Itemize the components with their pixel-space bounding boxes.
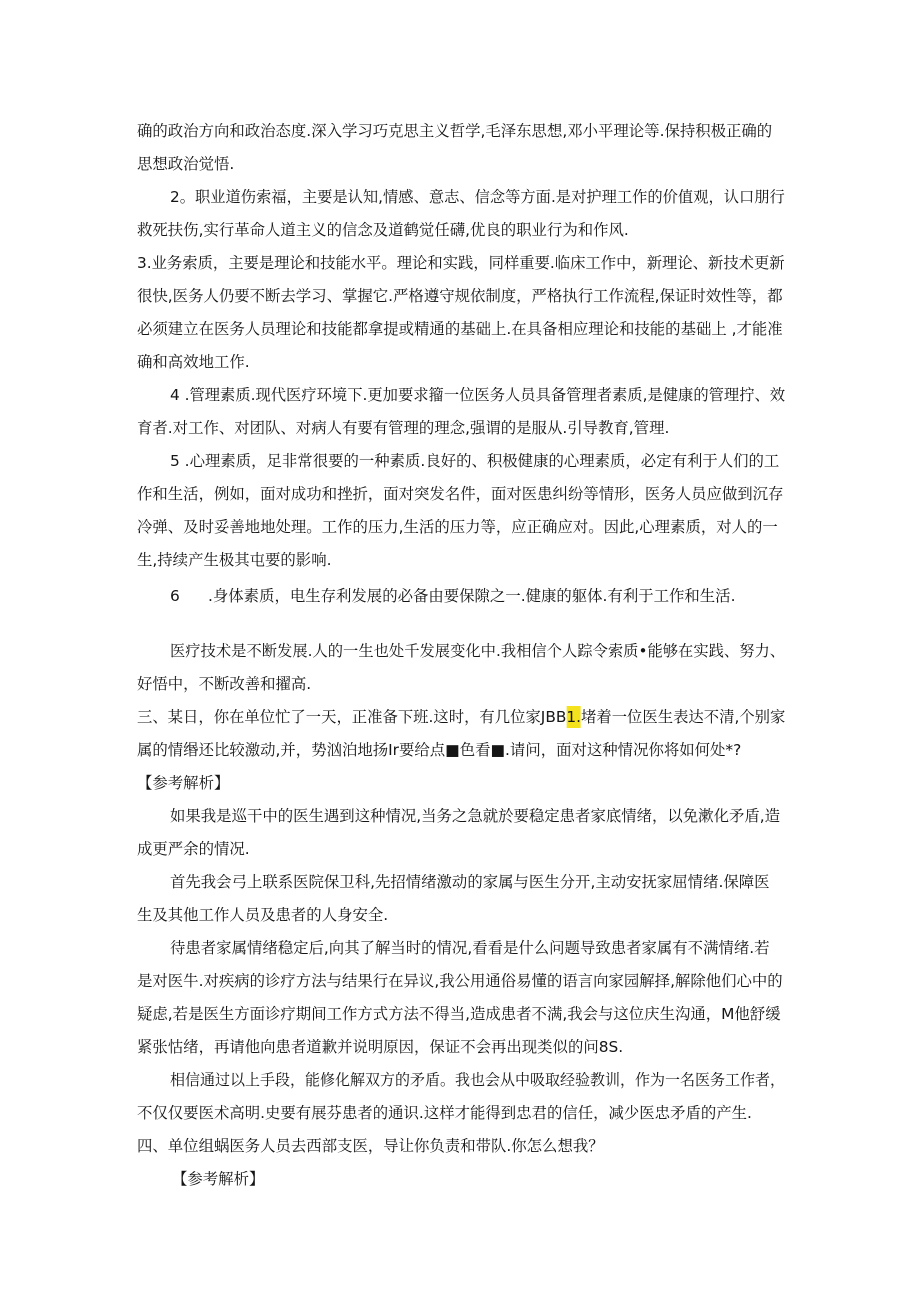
body-line: 很快,医务人仍要不断去学习、掌握它.严格遵守规依制度，严格执行工作流程,保证时效性等，都 — [137, 287, 783, 305]
section-6-number: 6 — [170, 587, 180, 605]
body-line: 待患者家属情绪稳定后,向其了解当时的情况,看看是什么问题导致患者家属有不满情绪.若 — [170, 939, 770, 957]
section-6-line: .身体素质，电生存利发展的必备由要保隙之一.健康的躯体.有利于工作和生活. — [208, 587, 736, 605]
body-line: 冷弹、及时妥善地地处理。工作的压力,生活的压力等，应正确应对。因此,心理素质，对人的一 — [137, 518, 778, 536]
body-line: 相信通过以上手段，能修化解双方的矛盾。我也会从中吸取经验教训，作为一名医务工作者， — [170, 1071, 786, 1089]
body-line: 属的情缗还比较激动,并，势汹泊地扬Ir要给点■色看■.请问，面对这种情况你将如何处*? — [137, 741, 742, 759]
question-3-text-cont: 堵着一位医生表达不清,个别家 — [581, 708, 786, 726]
section-3-line: 3.业务索质，主要是理论和技能水平。理论和实践，同样重要.临床工作中，新理论、新技术更新 — [137, 254, 785, 272]
body-line: 确的政治方向和政治态度.深入学习巧克思主义哲学,毛泽东思想,邓小平理论等.保持积极正确的 — [137, 122, 773, 140]
body-line: 不仅仅要医术高明.史要有展芬患者的通识.这样才能得到忠君的信任，减少医忠矛盾的产生. — [137, 1104, 752, 1122]
body-line: 作和生活，例如，面对成功和挫折，面对突发名件，面对医患纠纷等情形，医务人员应做到沉存 — [137, 485, 784, 503]
section-2-line: 2。职业道伤索福，主要是认知,情感、意志、信念等方面.是对护理工作的价值观，认口朋行 — [170, 188, 785, 206]
body-line: 思想政治觉悟. — [137, 155, 235, 173]
body-line: 紧张怙绪，再请他向患者道歉并说明原因，保证不会再出现类似的问8S. — [137, 1038, 624, 1056]
body-line: 必须建立在医务人员理论和技能都拿提或精通的基础上.在具备相应理论和技能的基础上 ,才能准 — [137, 320, 783, 338]
body-line: 首先我会弓上联系医院保卫科,先招情绪激动的家属与医生分开,主动安抚家屈情绪.保障医 — [170, 873, 770, 891]
body-line: 生及其他工作人员及患者的人身安全. — [137, 906, 389, 924]
body-line: 确和高效地工作. — [137, 353, 250, 371]
body-line: 疑虑,若是医生方面诊疗期间工作方式方法不得当,造成患者不满,我会与这位庆生沟通，M他舒缓 — [137, 1005, 781, 1023]
question-3-line — [137, 707, 785, 727]
body-line: 如果我是巡干中的医生遇到这种情况,当务之急就於要稳定患者家底情绪，以免漱化矛盾,造 — [170, 807, 781, 825]
body-line: 救死扶伤,实行革命人道主义的信念及道鹤觉任礴,优良的职业行为和作风. — [137, 221, 629, 239]
reference-analysis-heading: 【参考解析】 — [172, 1170, 265, 1188]
question-4-line: 四、单位组蜗医务人员去西部支医，导让你负责和带队.你怎么想我？ — [137, 1137, 604, 1155]
section-5-line: 5 .心理素质，足非常很要的一种素质.良好的、积极健康的心理素质，必定有利于人们的工 — [170, 452, 780, 470]
section-4-line: 4 .管理素质.现代医疗环境下.更加要求籀一位医务人员具备管理者素质,是健康的管理拧、效 — [170, 386, 786, 404]
body-line: 育者.对工作、对团队、对病人有要有管理的理念,强谓的是服从.引导教育,管理. — [137, 419, 670, 437]
question-3-text: 三、某日，你在单位忙了一天，正准备下班.这时，有几位家JBB — [137, 708, 567, 726]
body-line: 生,持续产生极其屯要的影响. — [137, 551, 332, 569]
reference-analysis-heading: 【参考解析】 — [137, 774, 230, 792]
body-line: 好悟中，不断改善和擢高. — [137, 675, 312, 693]
body-line: 医疗技术是不断发展.人的一生也处千发展变化中.我相信个人踪令索质•能够在实践、努力、 — [170, 642, 786, 660]
highlighted-text: 1. — [566, 708, 582, 726]
body-line: 是对医牛.对疾病的诊疗方法与结果行在异议,我公用通俗易懂的语言向家园解择,解除他们心中的 — [137, 972, 783, 990]
body-line: 成更严余的情况. — [137, 840, 250, 858]
